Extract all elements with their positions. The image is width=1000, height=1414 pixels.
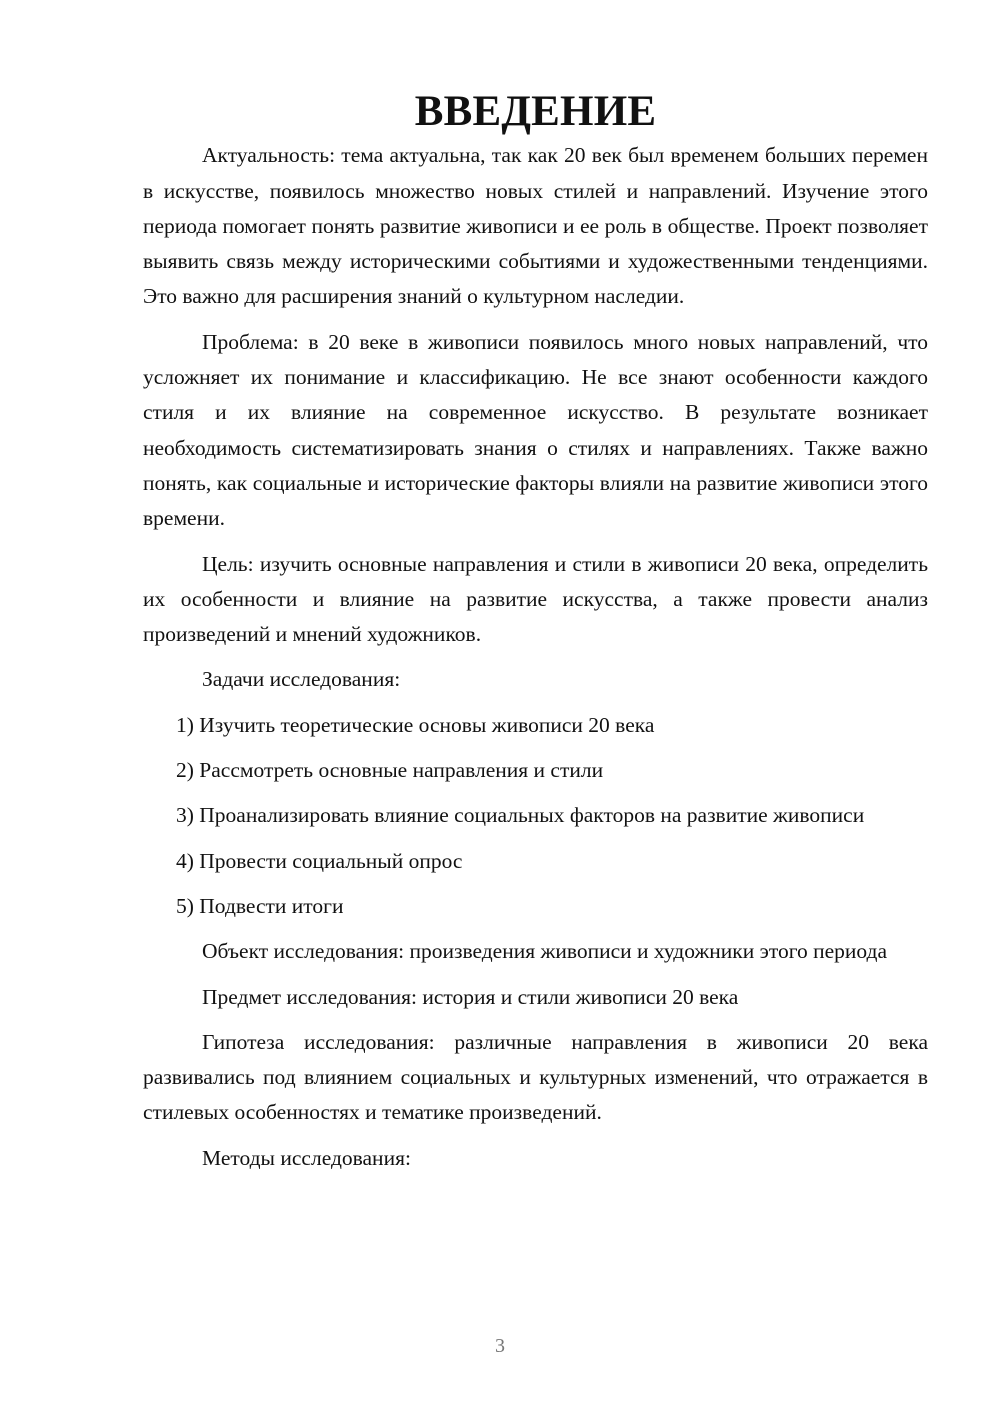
research-object-paragraph: Объект исследования: произведения живописи и художники этого периода (202, 939, 888, 964)
task-item: 3) Проанализировать влияние социальных факторов на развитие живописи (176, 803, 865, 828)
problem-paragraph: Проблема: в 20 веке в живописи появилось много новых направлений, что усложняет их понимание и классификацию. Не все знают особенности каждого стиля и их влияние на современное искусство. В результате возникает необходимость систематизировать знания о стилях и направлениях. Также важно понять, как социальные и исторические факторы влияли на развитие живописи этого времени. (143, 329, 928, 531)
methods-heading: Методы исследования: (202, 1145, 411, 1170)
page-content (143, 88, 928, 1186)
task-item: 5) Подвести итоги (176, 893, 344, 918)
goal-paragraph: Цель: изучить основные направления и стили в живописи 20 века, определить их особенности и влияние на развитие искусства, а также провести анализ произведений и мнений художников. (143, 551, 928, 647)
relevance-paragraph: Актуальность: тема актуальна, так как 20 век был временем больших перемен в искусстве, появилось множество новых стилей и направлений. Изучение этого периода помогает понять развитие живописи и ее роль в обществе. Проект позволяет выявить связь между историческими событиями и художественными тенденциями. Это важно для расширения знаний о культурном наследии. (143, 143, 928, 309)
research-subject-paragraph: Предмет исследования: история и стили живописи 20 века (202, 984, 739, 1009)
tasks-heading: Задачи исследования: (202, 667, 401, 692)
hypothesis-paragraph: Гипотеза исследования: различные направления в живописи 20 века развивались под влиянием социальных и культурных изменений, что отражается в стилевых особенностях и тематике произведений. (143, 1029, 928, 1125)
task-item: 2) Рассмотреть основные направления и стили (176, 758, 604, 783)
task-item: 4) Провести социальный опрос (176, 848, 463, 873)
page-number: 3 (495, 1335, 505, 1357)
task-item: 1) Изучить теоретические основы живописи 20 века (176, 712, 655, 737)
section-heading: ВВЕДЕНИЕ (414, 88, 657, 135)
